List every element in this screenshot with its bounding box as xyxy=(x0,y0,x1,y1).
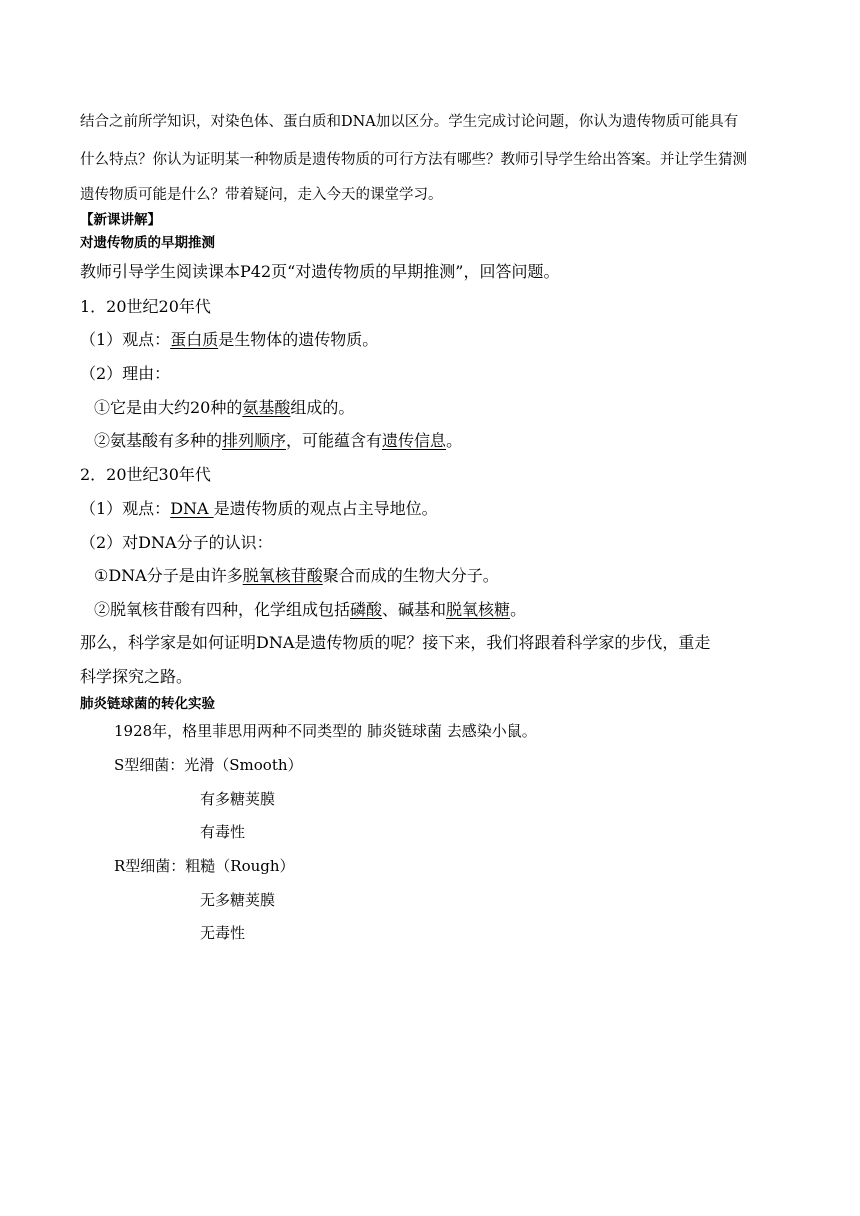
p1-reason: （2）理由： xyxy=(80,364,171,383)
p1-view xyxy=(80,327,378,350)
intro-line-2: 什么特点？你认为证明某一种物质是遗传物质的可行方法有哪些？教师引导学生给出答案。并让学生猜测 xyxy=(80,152,747,168)
p2-k2-underlined-1: 磷酸 xyxy=(350,600,383,619)
p2-k2-prefix: ②脱氧核苷酸有四种，化学组成包括 xyxy=(94,600,351,619)
question-line-2: 科学探究之路。 xyxy=(80,667,193,686)
guide-text: 教师引导学生阅读课本P42页“对遗传物质的早期推测”，回答问题。 xyxy=(80,262,560,281)
p2-k2-underlined-2: 脱氧核糖 xyxy=(446,600,511,619)
s-type-bacteria: S型细菌：光滑（Smooth） xyxy=(114,756,303,774)
section-new-lesson: 【新课讲解】 xyxy=(80,212,161,228)
intro-line-1: 结合之前所学知识，对染色体、蛋白质和DNA加以区分。学生完成讨论问题，你认为遗传物质可能具有 xyxy=(80,114,739,130)
p1-r2-underlined-1: 排列顺序 xyxy=(222,431,287,450)
intro-line-3: 遗传物质可能是什么？带着疑问，走入今天的课堂学习。 xyxy=(80,187,443,203)
p1-r2-prefix: ②氨基酸有多种的 xyxy=(94,431,223,450)
experiment-intro: 1928年，格里菲思用两种不同类型的 肺炎链球菌 去感染小鼠。 xyxy=(114,722,537,740)
r-type-toxicity: 无毒性 xyxy=(200,924,246,942)
p2-k1-underlined: 脱氧核苷酸 xyxy=(242,566,323,585)
p1-r1-suffix: 组成的。 xyxy=(290,398,355,417)
p1-view-prefix: （1）观点： xyxy=(80,330,171,349)
p2-k1-prefix: ①DNA分子是由许多 xyxy=(94,566,243,585)
p1-r1-prefix: ①它是由大约20种的 xyxy=(94,398,243,417)
r-type-bacteria: R型细菌：粗糙（Rough） xyxy=(114,857,295,875)
question-line-1: 那么，科学家是如何证明DNA是遗传物质的呢？接下来，我们将跟着科学家的步伐，重走 xyxy=(80,633,711,652)
p2-knowledge: （2）对DNA分子的认识： xyxy=(80,533,273,552)
p2-knowledge-1 xyxy=(94,563,499,586)
p1-r2-underlined-2: 遗传信息 xyxy=(382,431,447,450)
p2-view-underlined: DNA xyxy=(170,499,214,518)
p1-view-underlined: 蛋白质 xyxy=(170,330,219,349)
p2-view-suffix: 是遗传物质的观点占主导地位。 xyxy=(213,499,438,518)
p2-k1-suffix: 聚合而成的生物大分子。 xyxy=(322,566,499,585)
p2-knowledge-2 xyxy=(94,597,526,620)
r-type-capsule: 无多糖荚膜 xyxy=(200,891,276,909)
p1-reason-1 xyxy=(94,395,354,418)
p2-view-prefix: （1）观点： xyxy=(80,499,171,518)
p1-r1-underlined: 氨基酸 xyxy=(242,398,291,417)
p1-r2-mid: ，可能蕴含有 xyxy=(286,431,383,450)
p1-title: 1．20世纪20年代 xyxy=(80,297,211,316)
p1-view-suffix: 是生物体的遗传物质。 xyxy=(218,330,379,349)
p1-r2-suffix: 。 xyxy=(446,431,463,450)
p2-k2-suffix: 。 xyxy=(510,600,527,619)
p1-reason-2 xyxy=(94,428,462,451)
s-type-capsule: 有多糖荚膜 xyxy=(200,790,276,808)
heading-early-speculation: 对遗传物质的早期推测 xyxy=(80,235,215,251)
p2-k2-mid: 、碱基和 xyxy=(382,600,447,619)
s-type-toxicity: 有毒性 xyxy=(200,823,246,841)
p2-view xyxy=(80,496,438,519)
heading-transformation-experiment: 肺炎链球菌的转化实验 xyxy=(80,696,215,712)
p2-title: 2．20世纪30年代 xyxy=(80,465,211,484)
